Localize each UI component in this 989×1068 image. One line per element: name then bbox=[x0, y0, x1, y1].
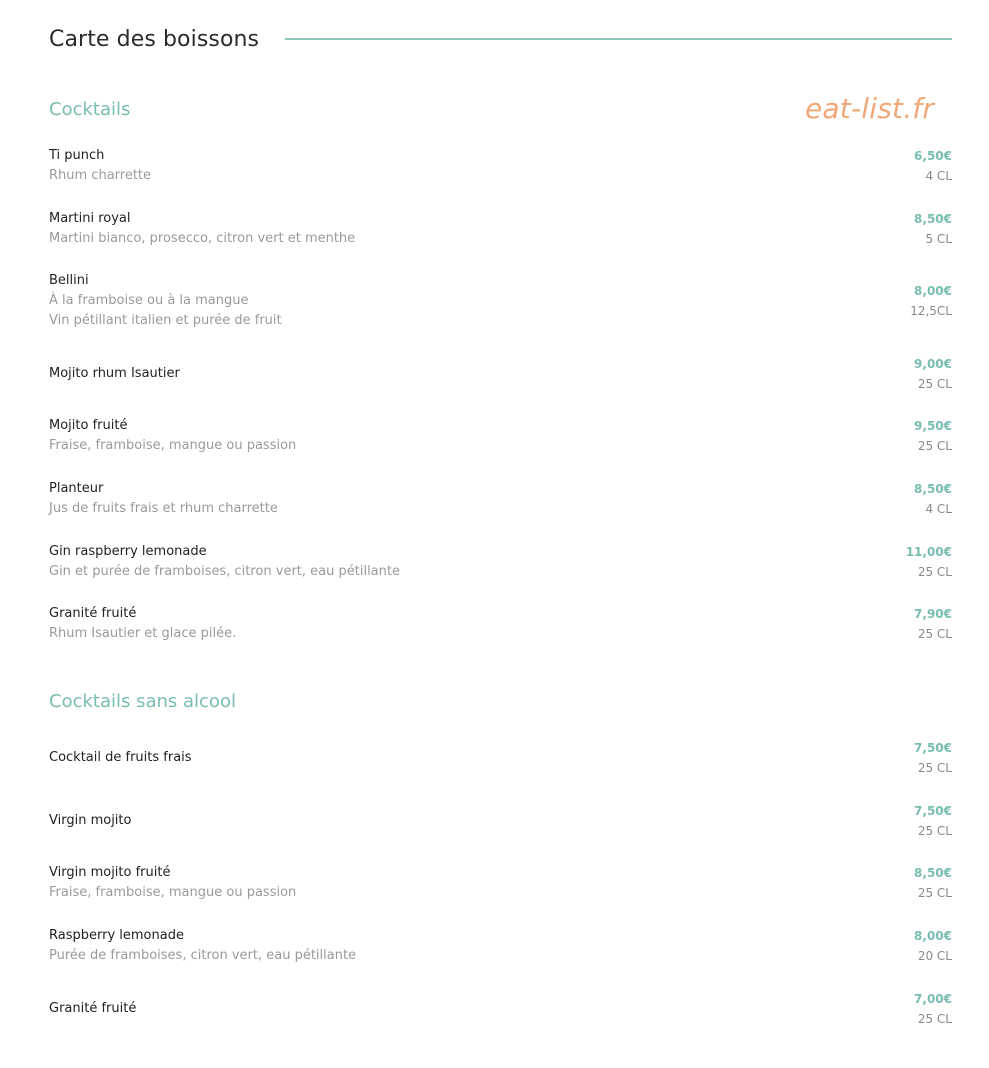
item-description: Jus de fruits frais et rhum charrette bbox=[49, 501, 278, 516]
menu-item bbox=[49, 863, 952, 903]
item-name: Martini royal bbox=[49, 211, 131, 226]
item-name: Granité fruité bbox=[49, 606, 137, 621]
item-name: Bellini bbox=[49, 273, 89, 288]
item-name: Mojito rhum Isautier bbox=[49, 366, 180, 381]
section-title-cocktails-sans-alcool: Cocktails sans alcool bbox=[49, 691, 236, 712]
menu-item bbox=[49, 604, 952, 644]
item-description: Fraise, framboise, mangue ou passion bbox=[49, 438, 297, 453]
item-name: Mojito fruité bbox=[49, 418, 128, 433]
item-price: 7,50€ bbox=[914, 741, 952, 755]
item-description: Gin et purée de framboises, citron vert, eau pétillante bbox=[49, 564, 400, 579]
item-price: 8,00€ bbox=[914, 929, 952, 943]
item-price: 7,00€ bbox=[914, 992, 952, 1006]
menu-item bbox=[49, 416, 952, 456]
item-volume: 25 CL bbox=[917, 627, 952, 641]
item-volume: 25 CL bbox=[917, 439, 952, 453]
item-description: Martini bianco, prosecco, citron vert et menthe bbox=[49, 231, 356, 246]
item-price: 6,50€ bbox=[914, 149, 952, 163]
item-description: Vin pétillant italien et purée de fruit bbox=[49, 313, 282, 328]
item-volume: 12,5CL bbox=[910, 304, 952, 318]
menu-item bbox=[49, 271, 952, 331]
menu-item bbox=[49, 479, 952, 519]
item-name: Gin raspberry lemonade bbox=[49, 544, 207, 559]
menu-item bbox=[49, 146, 952, 186]
item-volume: 25 CL bbox=[917, 824, 952, 838]
item-name: Granité fruité bbox=[49, 1001, 137, 1016]
item-price: 11,00€ bbox=[905, 545, 952, 559]
item-price: 7,50€ bbox=[914, 804, 952, 818]
item-name: Virgin mojito fruité bbox=[49, 865, 171, 880]
item-name: Planteur bbox=[49, 481, 104, 496]
title-divider bbox=[285, 38, 952, 40]
menu-item bbox=[49, 354, 952, 394]
item-volume: 4 CL bbox=[925, 169, 952, 183]
item-description: Purée de framboises, citron vert, eau pétillante bbox=[49, 948, 357, 963]
menu-item bbox=[49, 738, 952, 778]
menu-item bbox=[49, 989, 952, 1029]
item-description: À la framboise ou à la mangue bbox=[49, 293, 249, 308]
item-price: 9,50€ bbox=[914, 419, 952, 433]
watermark: eat-list.fr bbox=[805, 92, 935, 125]
item-price: 8,50€ bbox=[914, 866, 952, 880]
menu-item bbox=[49, 209, 952, 249]
section-title-cocktails: Cocktails bbox=[49, 99, 131, 120]
item-volume: 20 CL bbox=[917, 949, 952, 963]
item-description: Rhum charrette bbox=[49, 168, 152, 183]
item-volume: 25 CL bbox=[917, 761, 952, 775]
menu-item bbox=[49, 926, 952, 966]
item-description: Rhum Isautier et glace pilée. bbox=[49, 626, 237, 641]
item-price: 8,00€ bbox=[914, 284, 952, 298]
item-name: Cocktail de fruits frais bbox=[49, 750, 192, 765]
item-price: 7,90€ bbox=[914, 607, 952, 621]
item-price: 9,00€ bbox=[914, 357, 952, 371]
item-volume: 25 CL bbox=[917, 377, 952, 391]
page-title: Carte des boissons bbox=[49, 26, 260, 52]
item-volume: 25 CL bbox=[917, 886, 952, 900]
item-volume: 5 CL bbox=[925, 232, 952, 246]
item-volume: 25 CL bbox=[917, 1012, 952, 1026]
item-volume: 25 CL bbox=[917, 565, 952, 579]
page-header bbox=[49, 24, 952, 54]
drinks-menu bbox=[49, 0, 952, 1068]
item-price: 8,50€ bbox=[914, 212, 952, 226]
item-name: Ti punch bbox=[49, 148, 105, 163]
item-name: Virgin mojito bbox=[49, 813, 132, 828]
menu-item bbox=[49, 801, 952, 841]
item-price: 8,50€ bbox=[914, 482, 952, 496]
item-description: Fraise, framboise, mangue ou passion bbox=[49, 885, 297, 900]
item-volume: 4 CL bbox=[925, 502, 952, 516]
menu-item bbox=[49, 542, 952, 582]
item-name: Raspberry lemonade bbox=[49, 928, 184, 943]
